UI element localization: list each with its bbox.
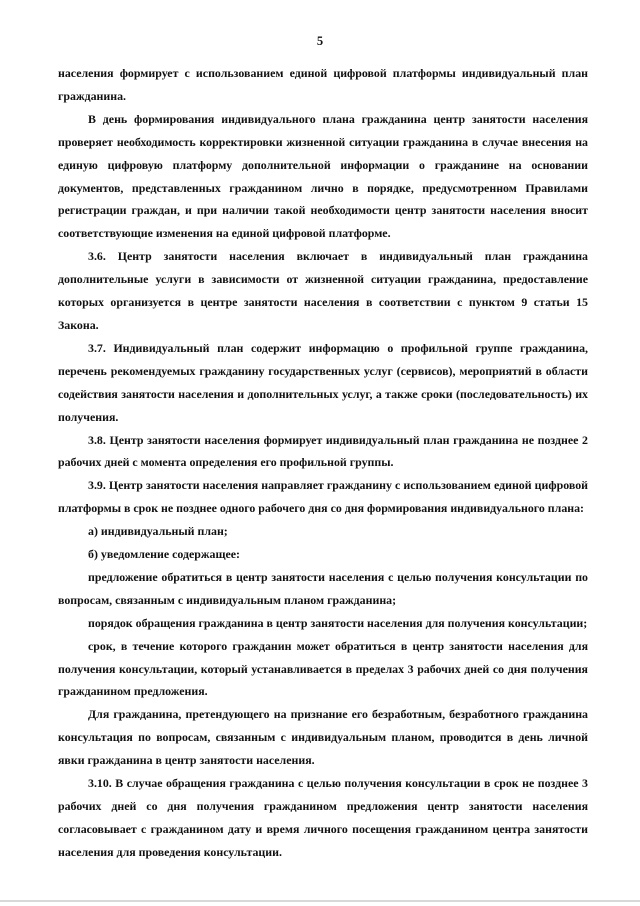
- paragraph-continuation: населения формирует с использованием единой цифровой платформы индивидуальный план гражданина.: [58, 66, 588, 103]
- document-body: [58, 62, 588, 864]
- list-item-b: б) уведомление содержащее:: [88, 547, 241, 562]
- paragraph: предложение обратиться в центр занятости населения с целью получения консультации по вопросам, связанным с индивидуальным планом гражданина;: [58, 569, 588, 607]
- paragraph-3-6: 3.6. Центр занятости населения включает в индивидуальный план гражданина дополнительные услуги в зависимости от жизненной ситуации гражданина, предоставление которых организуется в центре занятости населения в соответствии с пунктом 9 статьи 15 Закона.: [58, 249, 588, 332]
- paragraph: порядок обращения гражданина в центр занятости населения для получения консультации;: [88, 615, 588, 630]
- paragraph: срок, в течение которого гражданин может обратиться в центр занятости населения для получения консультации, который устанавливается в пределах 3 рабочих дней со дня получения гражданином предложения.: [58, 638, 588, 699]
- paragraph: В день формирования индивидуального плана гражданина центр занятости населения проверяет необходимость корректировки жизненной ситуации гражданина в случае внесения на единую цифровую платформу дополнительной информации о гражданине на основании документов, представленных гражданином лично в порядке, предусмотренном Правилами регистрации граждан, и при наличии такой необходимости центр занятости населения вносит соответствующие изменения на единой цифровой платформе.: [58, 111, 588, 241]
- paragraph: Для гражданина, претендующего на признание его безработным, безработного гражданина консультация по вопросам, связанным с индивидуальным планом, проводится в день личной явки гражданина в центр занятости населения.: [58, 707, 588, 768]
- paragraph-3-7: 3.7. Индивидуальный план содержит информацию о профильной группе гражданина, перечень рекомендуемых гражданину государственных услуг (сервисов), мероприятий в области содействия занятости населения и дополнительных услуг, а также сроки (последовательность) их получения.: [58, 340, 588, 424]
- list-item-a: а) индивидуальный план;: [88, 524, 228, 539]
- paragraph-3-10: 3.10. В случае обращения гражданина с целью получения консультации в срок не позднее 3 рабочих дней со дня получения гражданином предложения центр занятости населения согласовывает с гражданином дату и время личного посещения гражданином центра занятости населения для проведения консультации.: [58, 776, 588, 859]
- page-number: 5: [316, 34, 324, 48]
- paragraph-3-8: 3.8. Центр занятости населения формирует индивидуальный план гражданина не позднее 2 рабочих дней с момента определения его профильной группы.: [58, 432, 588, 470]
- bottom-divider: [0, 900, 640, 902]
- paragraph-3-9: 3.9. Центр занятости населения направляет гражданину с использованием единой цифровой платформы в срок не позднее одного рабочего дня со дня формирования индивидуального плана:: [58, 478, 588, 516]
